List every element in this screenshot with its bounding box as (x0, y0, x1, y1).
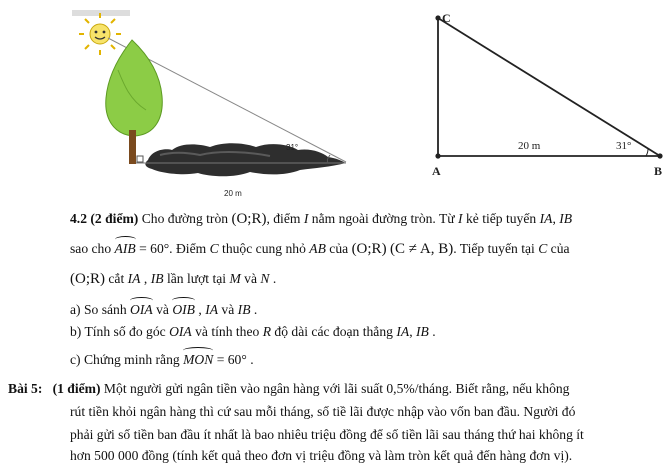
angle-b-label: 31° (616, 140, 632, 152)
question-b: b) Tính số đo góc OIA và tính theo R độ dài các đoạn thẳng IA, IB . (70, 324, 436, 339)
problem-5-line-1: Bài 5: (1 điểm) Một người gửi ngân tiền vào ngân hàng với lãi suất 0,5%/tháng. Biết rằng, nếu không (8, 381, 570, 396)
problem-5-number: Bài 5: (8, 381, 43, 396)
tree-distance-label: 20 m (224, 189, 242, 198)
angle-mon-arc: MON (183, 352, 214, 367)
tree-icon (106, 40, 163, 164)
tree-angle-label: 31° (286, 143, 299, 152)
problem-5-line-2: rút tiền khỏi ngân hàng thì cứ sau mỗi tháng, số tiề lãi được nhập vào vốn ban đầu. Người đó (70, 404, 576, 419)
question-c: c) Chứng minh rằng MON = 60° . (70, 352, 254, 367)
shadow-icon (145, 143, 346, 176)
problem-42-line-1: 4.2 (2 điểm) Cho đường tròn (O;R), điểm I nằm ngoài đường tròn. Từ I kẻ tiếp tuyến IA, IB (70, 211, 573, 227)
problem-5-points: (1 điểm) (52, 381, 101, 396)
angle-oia-arc: OIA (130, 302, 153, 317)
side-ab-label: 20 m (518, 140, 541, 152)
vertex-a-label: A (432, 164, 441, 178)
angle-aib-arc: AIB (114, 241, 136, 256)
problem-42-line-3: (O;R) cắt IA , IB lần lượt tại M và N . (70, 271, 277, 287)
problem-5-line-4: hơn 500 000 đồng (tính kết quả theo đơn vị triệu đồng và làm tròn kết quả đến hàng đơn vị). (70, 448, 573, 463)
vertex-c-label: C (442, 11, 451, 25)
tree-shadow-figure (60, 10, 360, 205)
problem-42-line-2: sao cho AIB = 60°. Điểm C thuộc cung nhỏ AB của (O;R) (C ≠ A, B). Tiếp tuyến tại C của (70, 241, 570, 257)
question-a: a) So sánh OIA và OIB , IA và IB . (70, 302, 258, 317)
angle-oib-arc: OIB (172, 302, 195, 317)
triangle-figure (420, 8, 668, 178)
sun-icon (72, 10, 130, 55)
problem-42-number: 4.2 (2 điểm) (70, 211, 139, 226)
vertex-b-label: B (654, 164, 663, 178)
problem-5-line-3: phải gửi số tiền ban đầu ít nhất là bao nhiêu triệu đồng để số tiền lãi sau tháng thứ hai không ít (70, 427, 584, 442)
